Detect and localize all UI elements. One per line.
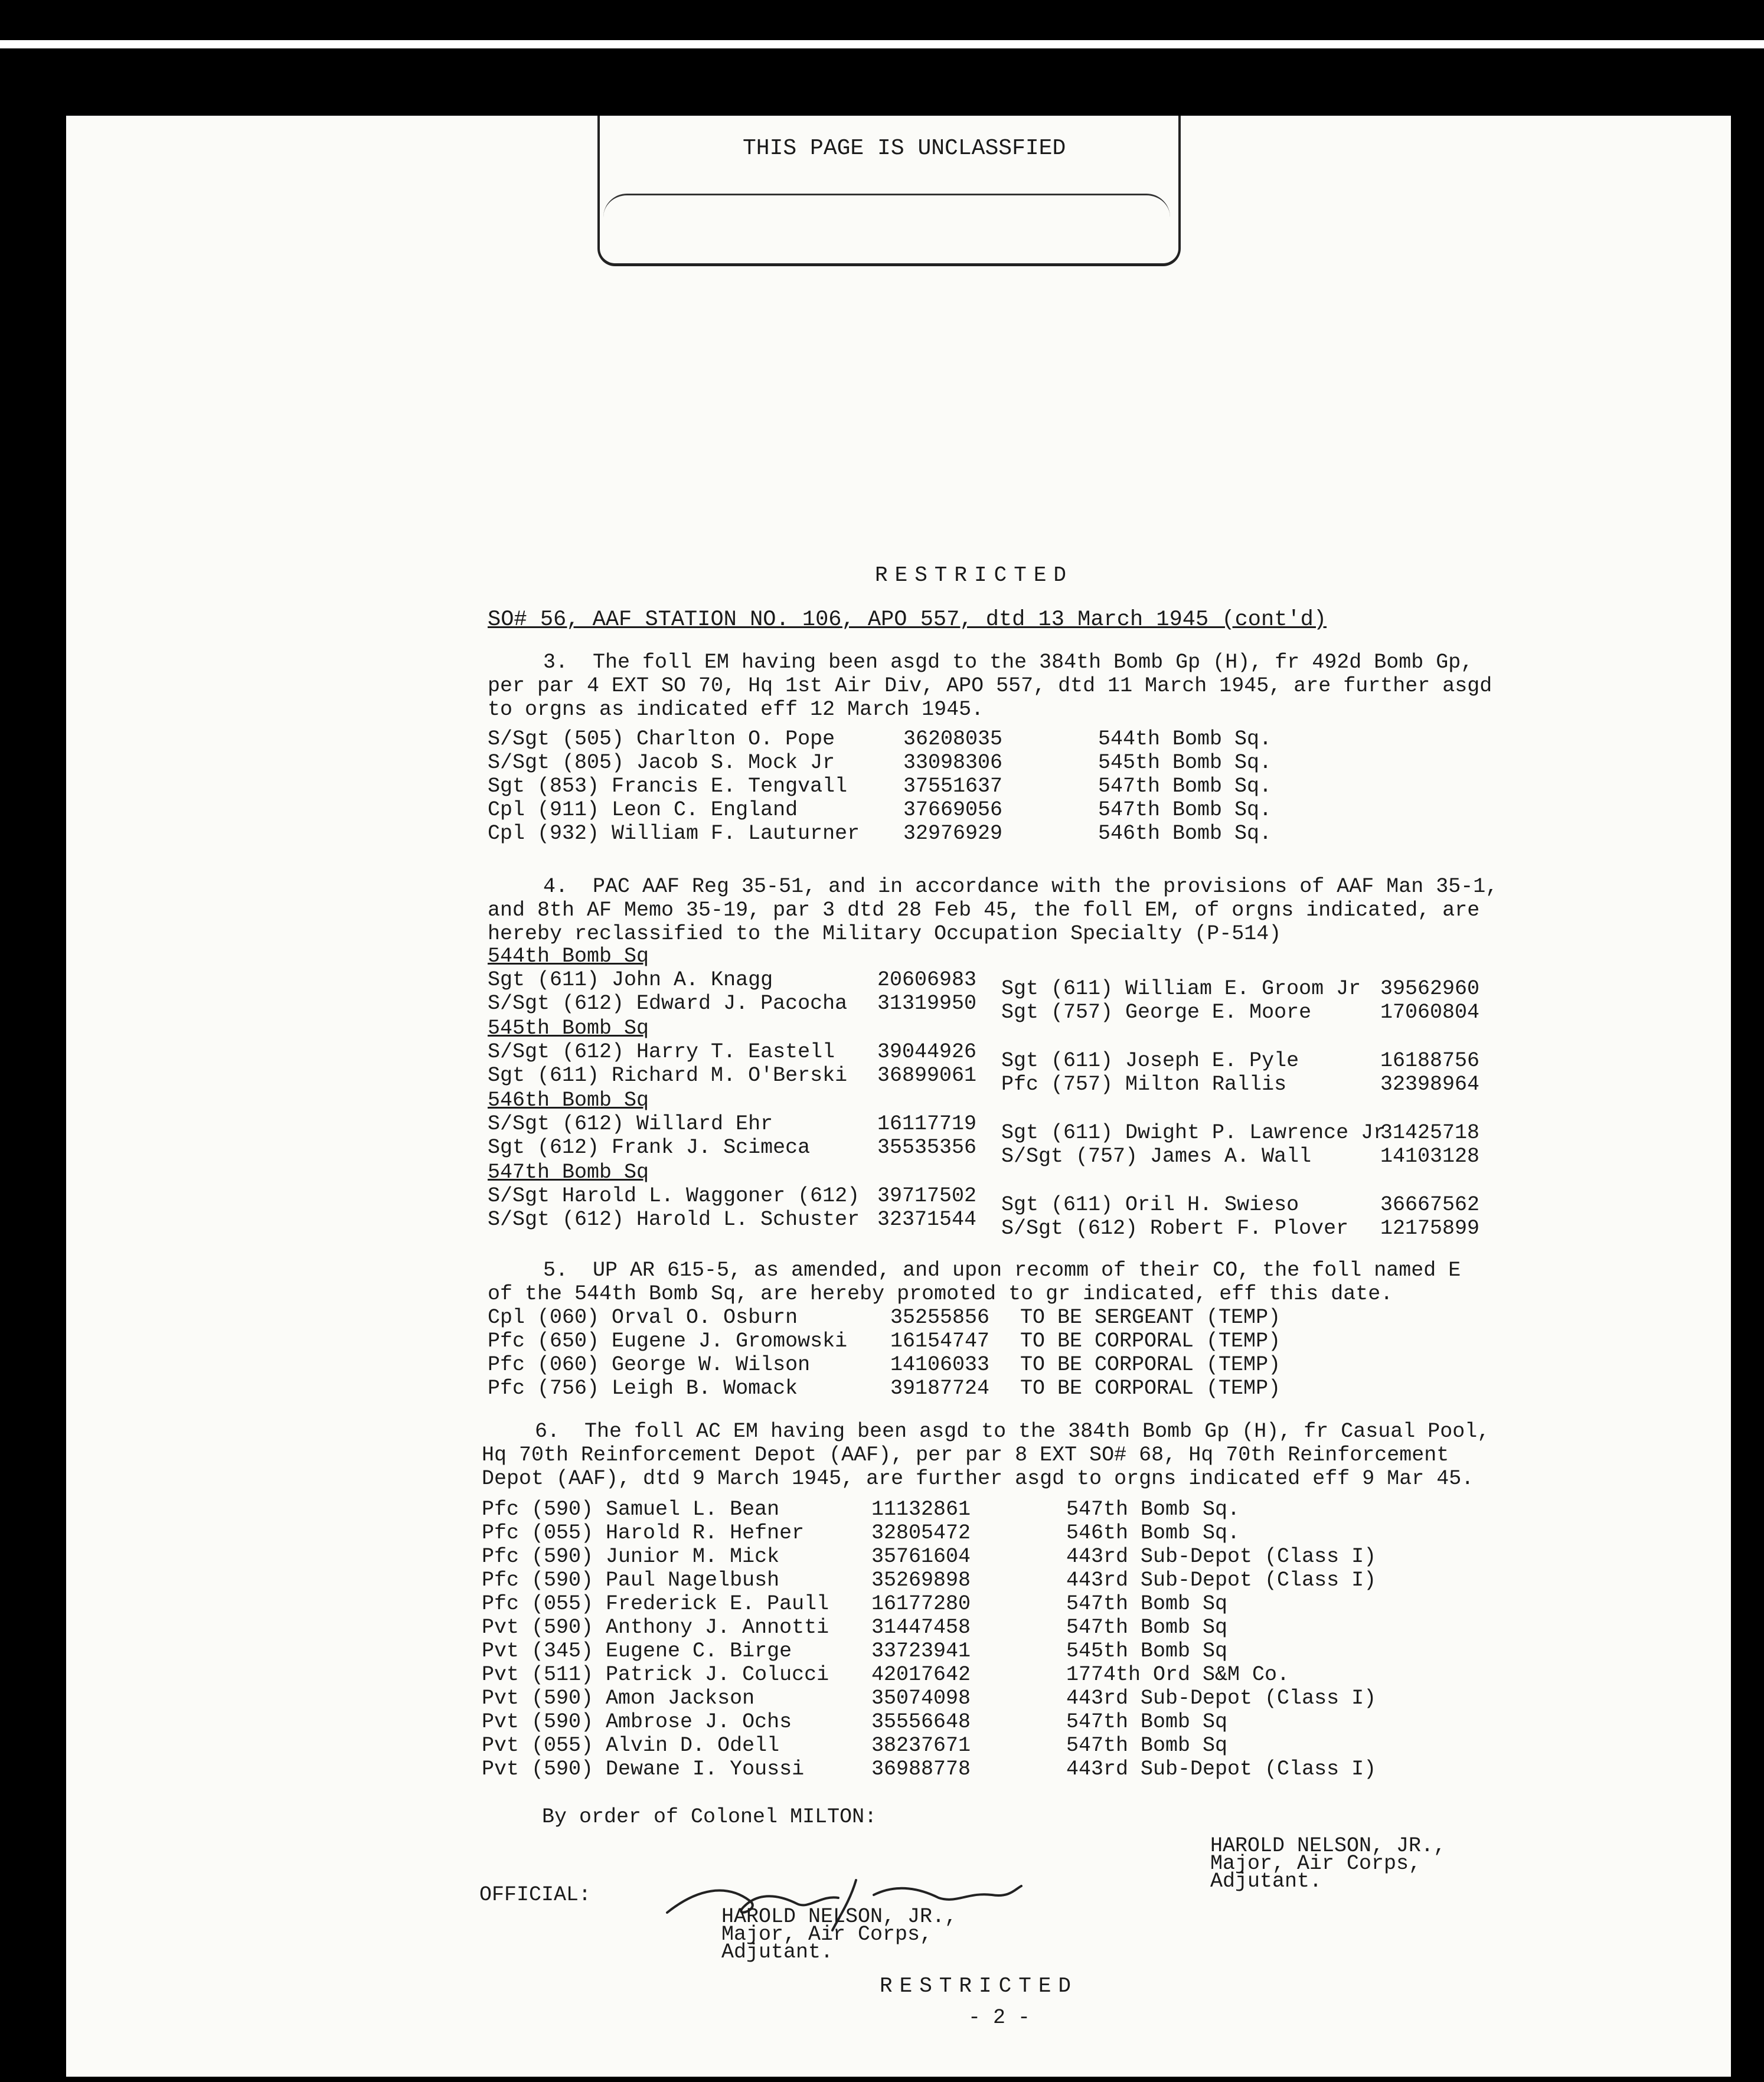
par5-serial: 35255856 xyxy=(890,1306,990,1329)
par4-name: Pfc (757) Milton Rallis xyxy=(1001,1073,1287,1096)
par5-name: Cpl (060) Orval O. Osburn xyxy=(488,1306,798,1329)
par3-name: Sgt (853) Francis E. Tengvall xyxy=(488,774,848,798)
par4-name: S/Sgt (612) Robert F. Plover xyxy=(1001,1217,1349,1240)
par4-name: S/Sgt (612) Willard Ehr xyxy=(488,1112,773,1136)
par6-name: Pvt (590) Ambrose J. Ochs xyxy=(482,1710,792,1734)
par6-serial: 42017642 xyxy=(871,1663,971,1686)
order-line: By order of Colonel MILTON: xyxy=(542,1805,877,1829)
par6-serial: 35556648 xyxy=(871,1710,971,1734)
par4-line: hereby reclassified to the Military Occupation Specialty (P-514) xyxy=(488,922,1282,946)
par4-serial: 12175899 xyxy=(1380,1217,1480,1240)
scan-top-band xyxy=(0,0,1764,18)
par6-unit: 443rd Sub-Depot (Class I) xyxy=(1066,1545,1377,1568)
par6-unit: 443rd Sub-Depot (Class I) xyxy=(1066,1686,1377,1710)
squadron-heading: 547th Bomb Sq xyxy=(488,1161,649,1184)
document-sheet xyxy=(66,116,1731,2077)
par6-unit: 443rd Sub-Depot (Class I) xyxy=(1066,1568,1377,1592)
par6-name: Pfc (590) Samuel L. Bean xyxy=(482,1498,780,1521)
unclassified-stamp-text: THIS PAGE IS UNCLASSFIED xyxy=(743,136,1066,161)
par6-name: Pvt (511) Patrick J. Colucci xyxy=(482,1663,829,1686)
par4-serial: 14103128 xyxy=(1380,1145,1480,1168)
par6-line: Depot (AAF), dtd 9 March 1945, are further asgd to orgns indicated eff 9 Mar 45. xyxy=(482,1467,1474,1491)
order-heading: SO# 56, AAF STATION NO. 106, APO 557, dtd 13 March 1945 (cont'd) xyxy=(488,607,1327,632)
par4-serial: 31425718 xyxy=(1380,1121,1480,1145)
par5-serial: 14106033 xyxy=(890,1353,990,1377)
par6-name: Pvt (590) Dewane I. Youssi xyxy=(482,1757,805,1781)
par3-name: S/Sgt (805) Jacob S. Mock Jr xyxy=(488,751,835,774)
par6-unit: 443rd Sub-Depot (Class I) xyxy=(1066,1757,1377,1781)
par6-serial: 33723941 xyxy=(871,1639,971,1663)
par4-serial: 32371544 xyxy=(877,1208,977,1231)
restricted-footer: RESTRICTED xyxy=(880,1974,1079,1998)
par4-name: Sgt (611) William E. Groom Jr xyxy=(1001,977,1361,1001)
par4-serial: 36899061 xyxy=(877,1064,977,1087)
par4-name: S/Sgt (612) Edward J. Pacocha xyxy=(488,992,848,1015)
par5-grade: TO BE SERGEANT (TEMP) xyxy=(1020,1306,1281,1329)
par6-serial: 35761604 xyxy=(871,1545,971,1568)
par5-name: Pfc (756) Leigh B. Womack xyxy=(488,1377,798,1400)
par4-serial: 32398964 xyxy=(1380,1073,1480,1096)
par5-name: Pfc (650) Eugene J. Gromowski xyxy=(488,1329,848,1353)
par3-unit: 547th Bomb Sq. xyxy=(1098,798,1272,822)
par4-line: 4. PAC AAF Reg 35-51, and in accordance with the provisions of AAF Man 35-1, xyxy=(543,875,1498,898)
par6-unit: 1774th Ord S&M Co. xyxy=(1066,1663,1290,1686)
par3-unit: 546th Bomb Sq. xyxy=(1098,822,1272,845)
par3-line: 3. The foll EM having been asgd to the 384th Bomb Gp (H), fr 492d Bomb Gp, xyxy=(543,651,1474,674)
par5-line: of the 544th Bomb Sq, are hereby promoted to gr indicated, eff this date. xyxy=(488,1282,1393,1306)
par4-name: Sgt (611) Oril H. Swieso xyxy=(1001,1193,1299,1217)
par3-serial: 37669056 xyxy=(903,798,1003,822)
par3-unit: 547th Bomb Sq. xyxy=(1098,774,1272,798)
squadron-heading: 544th Bomb Sq xyxy=(488,944,649,968)
par4-name: Sgt (757) George E. Moore xyxy=(1001,1001,1312,1024)
par3-line: per par 4 EXT SO 70, Hq 1st Air Div, APO 557, dtd 11 March 1945, are further asgd xyxy=(488,674,1492,698)
signer-title: Adjutant. xyxy=(721,1940,834,1964)
squadron-heading: 545th Bomb Sq xyxy=(488,1017,649,1040)
par6-name: Pvt (055) Alvin D. Odell xyxy=(482,1734,780,1757)
par6-unit: 547th Bomb Sq. xyxy=(1066,1498,1240,1521)
signer-rank: Major, Air Corps, xyxy=(721,1923,933,1946)
par4-line: and 8th AF Memo 35-19, par 3 dtd 28 Feb 45, the foll EM, of orgns indicated, are xyxy=(488,898,1480,922)
par6-serial: 16177280 xyxy=(871,1592,971,1616)
par4-serial: 16117719 xyxy=(877,1112,977,1136)
par3-serial: 37551637 xyxy=(903,774,1003,798)
par6-name: Pfc (590) Junior M. Mick xyxy=(482,1545,780,1568)
par6-line: Hq 70th Reinforcement Depot (AAF), per par 8 EXT SO# 68, Hq 70th Reinforcement xyxy=(482,1443,1449,1467)
par3-unit: 544th Bomb Sq. xyxy=(1098,727,1272,751)
par4-name: Sgt (611) Joseph E. Pyle xyxy=(1001,1049,1299,1073)
par4-serial: 39562960 xyxy=(1380,977,1480,1001)
scan-top-line xyxy=(0,40,1764,48)
par6-serial: 36988778 xyxy=(871,1757,971,1781)
par4-name: S/Sgt Harold L. Waggoner (612) xyxy=(488,1184,860,1208)
par6-unit: 547th Bomb Sq xyxy=(1066,1592,1228,1616)
par5-grade: TO BE CORPORAL (TEMP) xyxy=(1020,1329,1281,1353)
par3-serial: 33098306 xyxy=(903,751,1003,774)
par3-serial: 32976929 xyxy=(903,822,1003,845)
par6-unit: 547th Bomb Sq xyxy=(1066,1734,1228,1757)
par4-serial: 39717502 xyxy=(877,1184,977,1208)
par6-name: Pvt (590) Anthony J. Annotti xyxy=(482,1616,829,1639)
par3-line: to orgns as indicated eff 12 March 1945. xyxy=(488,698,984,721)
par5-name: Pfc (060) George W. Wilson xyxy=(488,1353,811,1377)
signer-name: HAROLD NELSON, JR., xyxy=(721,1905,958,1929)
par4-serial: 36667562 xyxy=(1380,1193,1480,1217)
par4-serial: 16188756 xyxy=(1380,1049,1480,1073)
par4-serial: 35535356 xyxy=(877,1136,977,1159)
par6-serial: 38237671 xyxy=(871,1734,971,1757)
signer-rank: Major, Air Corps, xyxy=(1210,1852,1422,1875)
par5-serial: 16154747 xyxy=(890,1329,990,1353)
par4-name: S/Sgt (612) Harry T. Eastell xyxy=(488,1040,835,1064)
par4-serial: 31319950 xyxy=(877,992,977,1015)
par6-serial: 32805472 xyxy=(871,1521,971,1545)
par4-name: Sgt (611) John A. Knagg xyxy=(488,968,773,992)
par4-serial: 20606983 xyxy=(877,968,977,992)
official-label: OFFICIAL: xyxy=(479,1883,592,1907)
par6-name: Pfc (055) Frederick E. Paull xyxy=(482,1592,829,1616)
par4-serial: 17060804 xyxy=(1380,1001,1480,1024)
par6-unit: 545th Bomb Sq xyxy=(1066,1639,1228,1663)
par3-name: Cpl (911) Leon C. England xyxy=(488,798,798,822)
par5-line: 5. UP AR 615-5, as amended, and upon recomm of their CO, the foll named E xyxy=(543,1259,1461,1282)
par4-name: Sgt (612) Frank J. Scimeca xyxy=(488,1136,811,1159)
par3-name: Cpl (932) William F. Lauturner xyxy=(488,822,860,845)
par3-unit: 545th Bomb Sq. xyxy=(1098,751,1272,774)
signer-title: Adjutant. xyxy=(1210,1869,1322,1893)
par4-name: Sgt (611) Richard M. O'Berski xyxy=(488,1064,848,1087)
par3-name: S/Sgt (505) Charlton O. Pope xyxy=(488,727,835,751)
par6-serial: 31447458 xyxy=(871,1616,971,1639)
par6-line: 6. The foll AC EM having been asgd to the 384th Bomb Gp (H), fr Casual Pool, xyxy=(535,1420,1490,1443)
par6-unit: 547th Bomb Sq xyxy=(1066,1616,1228,1639)
par6-name: Pfc (590) Paul Nagelbush xyxy=(482,1568,780,1592)
restricted-header: RESTRICTED xyxy=(875,563,1074,587)
par4-name: Sgt (611) Dwight P. Lawrence Jr xyxy=(1001,1121,1386,1145)
par3-serial: 36208035 xyxy=(903,727,1003,751)
par6-unit: 546th Bomb Sq. xyxy=(1066,1521,1240,1545)
par5-grade: TO BE CORPORAL (TEMP) xyxy=(1020,1377,1281,1400)
par4-name: S/Sgt (612) Harold L. Schuster xyxy=(488,1208,860,1231)
squadron-heading: 546th Bomb Sq xyxy=(488,1089,649,1112)
par4-serial: 39044926 xyxy=(877,1040,977,1064)
stamp-tear-edge xyxy=(603,194,1170,260)
page-number: - 2 - xyxy=(968,2006,1031,2029)
par5-serial: 39187724 xyxy=(890,1377,990,1400)
signer-name: HAROLD NELSON, JR., xyxy=(1210,1834,1446,1858)
par6-name: Pvt (345) Eugene C. Birge xyxy=(482,1639,792,1663)
par6-name: Pvt (590) Amon Jackson xyxy=(482,1686,755,1710)
par6-serial: 11132861 xyxy=(871,1498,971,1521)
par6-name: Pfc (055) Harold R. Hefner xyxy=(482,1521,805,1545)
par4-name: S/Sgt (757) James A. Wall xyxy=(1001,1145,1312,1168)
par5-grade: TO BE CORPORAL (TEMP) xyxy=(1020,1353,1281,1377)
par6-serial: 35269898 xyxy=(871,1568,971,1592)
par6-serial: 35074098 xyxy=(871,1686,971,1710)
par6-unit: 547th Bomb Sq xyxy=(1066,1710,1228,1734)
